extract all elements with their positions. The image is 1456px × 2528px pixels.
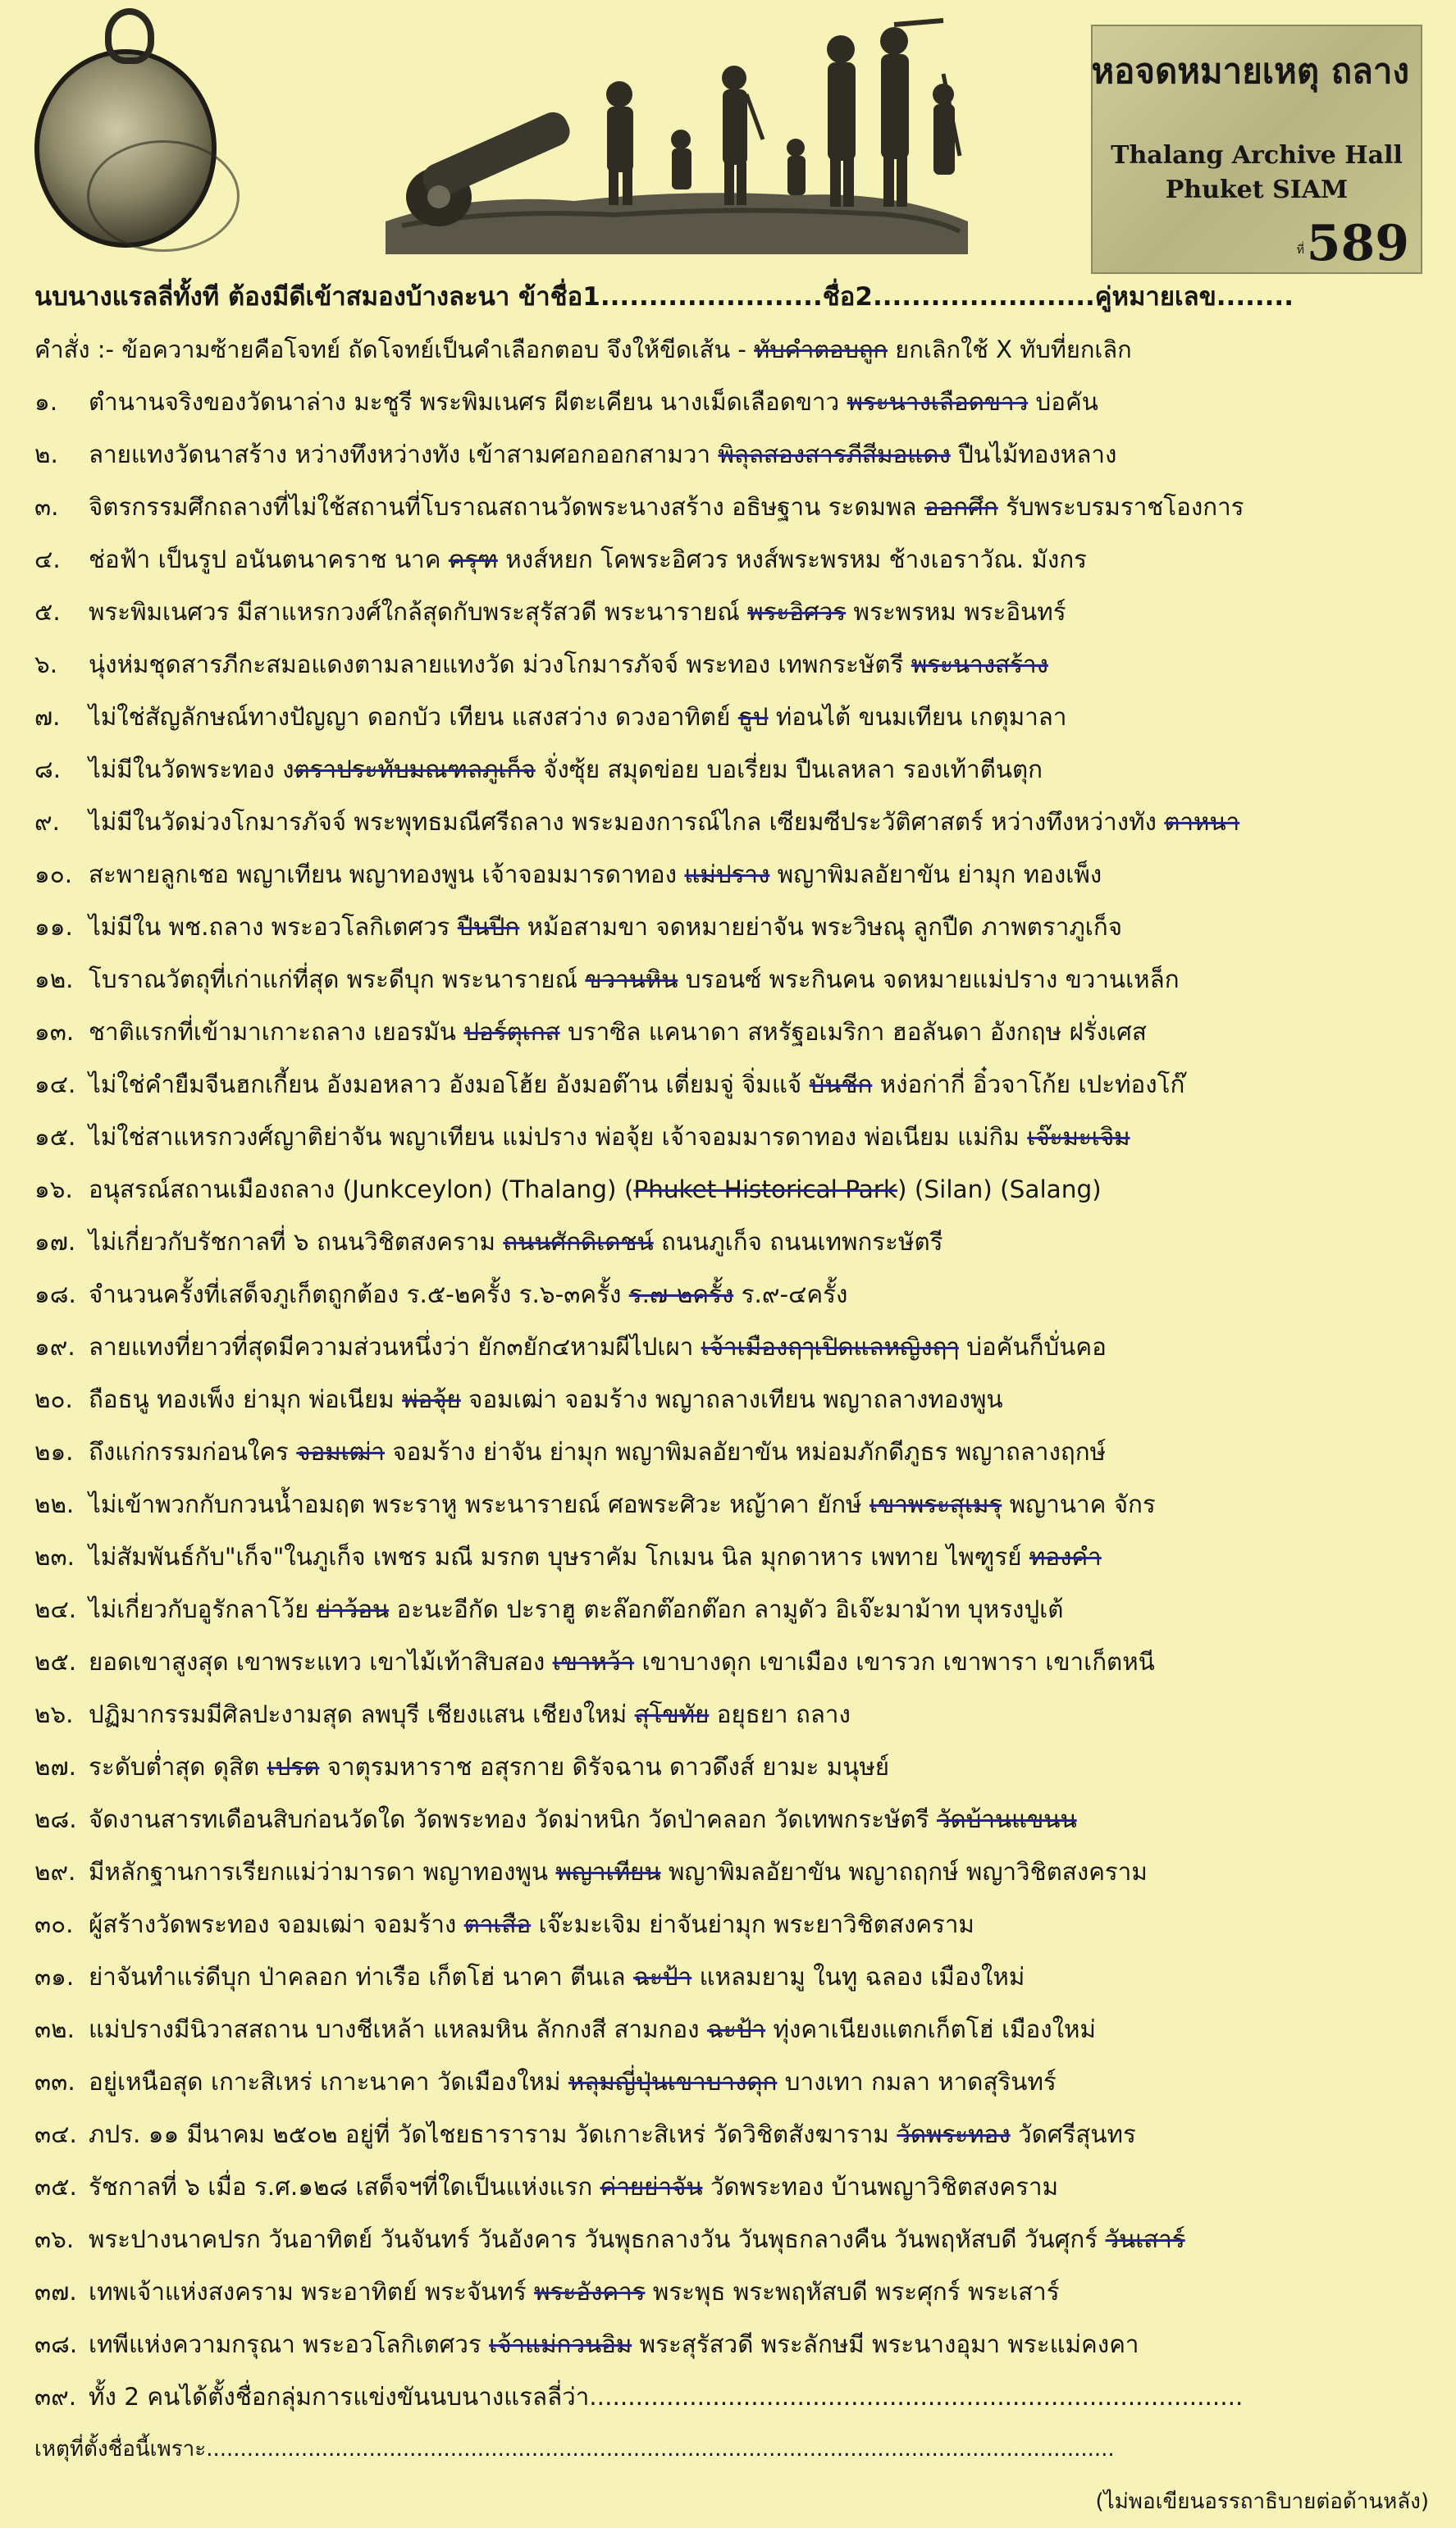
struck-answer[interactable]: หลุมญี่ปุ่นเขาบางดุก [568,2068,778,2096]
question-text: ลายแทงที่ยาวที่สุดมีความส่วนหนึ่งว่า ยัก๓ยัก๔หามผีไปเผา [89,1333,701,1361]
struck-answer[interactable]: พระอังคาร [534,2278,646,2306]
question-choices-rest: อยุธยา ถลาง [709,1700,851,1728]
question-row [34,1951,1429,2003]
question-text: ช่อฟ้า เป็นรูป อนันตนาคราช นาค [89,545,449,573]
question-row [34,481,1429,533]
question-row [34,953,1429,1006]
question-text: ผู้สร้างวัดพระทอง จอมเฒ่า จอมร้าง [89,1910,464,1938]
struck-answer[interactable]: ตาเสือ [463,1910,532,1938]
question-text: ย่าจันทำแร่ดีบุก ป่าคลอก ท่าเรือ เก็ตโฮ่ นาคา ตีนเล [89,1963,633,1991]
struck-answer[interactable]: ตราประทับมณฑลภูเก็จ [294,755,536,783]
question-text: จัดงานสารทเดือนสิบก่อนวัดใด วัดพระทอง วัดม่าหนิก วัดป่าคลอก วัดเทพกระษัตรี [89,1805,937,1833]
struck-answer[interactable]: ออกศึก [924,493,998,521]
sheet-title: นบนางแรลลี่ทั้งที ต้องมีดีเข้าสมองบ้างละนา ข้าชื่อ1.......................ชื่อ2.......................คู่หมายเลข........ [34,282,1294,312]
question-choices-rest: วัดพระทอง บ้านพญาวิชิตสงคราม [702,2173,1059,2201]
question-number: ๒๗. [34,1753,77,1781]
struck-answer[interactable]: พระนางสร้าง [911,650,1048,678]
question-row [34,2318,1429,2371]
question-choices-rest: หม้อสามขา จดหมายย่าจัน พระวิษณุ ลูกปืด ภาพตราภูเก็จ [519,913,1123,941]
struck-answer[interactable]: วันเสาร์ [1105,2225,1185,2253]
question-choices-rest: แหลมยามู ในทู ฉลอง เมืองใหม่ [691,1963,1025,1991]
question-number: ๒๔. [34,1595,77,1623]
instructions [34,323,1429,376]
question-row [34,2266,1429,2318]
question-row [34,1688,1429,1741]
struck-answer[interactable]: ฉะป้า [632,1963,692,1991]
question-number: ๒๘. [34,1805,77,1833]
question-text: ระดับต่ำสุด ดุสิต [89,1753,267,1781]
struck-answer[interactable]: ขวานหิน [585,965,678,993]
question-choices-rest: บรอนซ์ พระกินคน จดหมายแม่ปราง ขวานเหล็ก [678,965,1180,993]
struck-answer[interactable]: ย่าว้อน [316,1595,390,1623]
question-text: สะพายลูกเชอ พญาเทียน พญาทองพูน เจ้าจอมมารดาทอง [89,860,685,888]
question-number: ๓๙. [34,2383,77,2411]
question-row [34,1373,1429,1426]
question-choices-rest: บ่อคันก็บั่นคอ [958,1333,1107,1361]
footer-line [34,2423,1429,2514]
question-row [34,796,1429,848]
question-choices-rest: ท่อนไต้ ขนมเทียน เกตุมาลา [768,703,1067,731]
struck-answer[interactable]: เจ้าแม่กวนอิม [489,2330,632,2358]
archive-location-en: Phuket SIAM [1165,176,1349,204]
medal-relief [87,140,240,252]
question-number: ๒๒. [34,1490,75,1518]
question-number: ๑๒. [34,965,74,993]
question-row [34,533,1429,586]
struck-answer[interactable]: ปืนปีก [457,913,520,941]
question-number: ๗. [34,703,61,731]
question-choices-rest: ทุ่งคาเนียงแตกเก็ตโฮ่ เมืองใหม่ [765,2015,1096,2043]
question-number: ๑๗. [34,1228,76,1256]
question-row [34,1006,1429,1058]
question-number: ๑๕. [34,1123,76,1151]
struck-answer[interactable]: พิลุลสองสารภีสีมอแดง [718,440,951,468]
question-number: ๓๓. [34,2068,75,2096]
question-row [34,1898,1429,1951]
question-text: มีหลักฐานการเรียกแม่ว่ามารดา พญาทองพูน [89,1858,556,1886]
question-number: ๑๖. [34,1175,73,1203]
question-number: ๑๔. [34,1070,76,1098]
struck-answer[interactable]: เขาหว้า [552,1648,635,1676]
question-row [34,848,1429,901]
question-text: เทพีแห่งความกรุณา พระอวโลกิเตศวร [89,2330,490,2358]
question-row [34,1321,1429,1373]
question-row [34,586,1429,638]
question-number: ๓๕. [34,2173,77,2201]
question-number: ๑๑. [34,913,73,941]
question-text: ชาติแรกที่เข้ามาเกาะถลาง เยอรมัน [89,1018,464,1046]
question-text: ไม่มีในวัดม่วงโกมารภัจจ์ พระพุทธมณีศรีถลาง พระมองการณ์ไกล เซียมซีประวัติศาสตร์ หว่างทึงหว่างทัง [89,808,1165,836]
question-sheet [34,271,1429,2528]
struck-answer[interactable]: สุโขทัย [634,1700,710,1728]
struck-answer[interactable]: ถนนศักดิเดชน์ [503,1228,654,1256]
instructions-text: คำสั่ง :- ข้อความซ้ายคือโจทย์ ถัดโจทย์เป็นคำเลือกตอบ จึงให้ขีดเส้น - [34,335,755,363]
instructions-text-end: ยกเลิกใช้ X ทับที่ยกเลิก [888,335,1132,363]
question-choices-rest: วัดศรีสุนทร [1010,2120,1136,2148]
struck-answer[interactable]: ค่ายย่าจัน [600,2173,703,2201]
question-text: ลายแทงวัดนาสร้าง หว่างทึงหว่างทัง เข้าสามศอกออกสามวา [89,440,719,468]
question-choices-rest: จอมเฒ่า จอมร้าง พญาถลางเทียน พญาถลางทองพูน [460,1385,1003,1413]
struck-answer[interactable]: ครุฑ [448,545,498,573]
question-row [34,743,1429,796]
question-text: อนุสรณ์สถานเมืองถลาง (Junkceylon) (Thalang) ( [89,1175,634,1203]
question-number: ๒๖. [34,1700,74,1728]
medal-image [34,49,217,248]
question-text: จำนวนครั้งที่เสด็จภูเก็ตถูกต้อง ร.๕-๒ครั้ง ร.๖-๓ครั้ง [89,1280,629,1308]
question-row [34,1636,1429,1688]
question-text: ไม่มีใน พช.ถลาง พระอวโลกิเตศวร [89,913,458,941]
question-number: ๓. [34,493,59,521]
question-text: ภปร. ๑๑ มีนาคม ๒๕๐๒ อยู่ที่ วัดไชยธาราราม วัดเกาะสิเหร่ วัดวิชิตสังฆาราม [89,2120,897,2148]
struck-answer[interactable]: Phuket Historical Park [633,1175,897,1203]
header [0,0,1456,271]
question-row [34,376,1429,428]
question-row [34,2056,1429,2108]
question-choices-rest: พระพรหม พระอินทร์ [846,598,1066,626]
struck-answer[interactable]: ทองคำ [1029,1543,1102,1571]
question-row [34,2161,1429,2213]
question-text: ปฏิมากรรมมีศิลปะงามสุด ลพบุรี เชียงแสน เชียงใหม่ [89,1700,635,1728]
question-row [34,2371,1429,2423]
question-choices-rest: จอมร้าง ย่าจัน ย่ามุก พญาพิมลอัยาขัน หม่อมภักดีภูธร พญาถลางฤกษ์ [385,1438,1107,1466]
question-list [34,376,1429,2423]
heroines-monument-image [369,16,976,254]
question-choices-rest: หงส์หยก โคพระอิศวร หงส์พระพรหม ช้างเอราวัณ. มังกร [497,545,1088,573]
struck-answer[interactable]: พ่อจุ้ย [402,1385,461,1413]
question-number: ๓๔. [34,2120,77,2148]
question-row [34,1531,1429,1583]
question-text: รัชกาลที่ ๖ เมื่อ ร.ศ.๑๒๘ เสด็จฯที่ใดเป็นแห่งแรก [89,2173,600,2201]
question-row [34,1741,1429,1793]
question-row [34,638,1429,691]
question-choices-rest: พญาพิมลอัยาขัน พญาถฤกษ์ พญาวิชิตสงคราม [660,1858,1148,1886]
question-choices-rest: พระพุธ พระพฤหัสบดี พระศุกร์ พระเสาร์ [645,2278,1060,2306]
question-number: ๙. [34,808,60,836]
question-number: ๔. [34,545,61,573]
reason-field[interactable]: เหตุที่ตั้งชื่อนี้เพราะ...................................................................................................................................... [34,2437,1115,2462]
struck-answer[interactable]: ร.๗-๒ครั้ง [628,1280,734,1308]
question-row [34,2003,1429,2056]
question-text: นุ่งห่มชุดสารภีกะสมอแดงตามลายแทงวัด ม่วงโกมารภัจจ์ พระทอง เทพกระษัตรี [89,650,911,678]
question-choices-rest: จาตุรมหาราช อสุรกาย ดิรัจฉาน ดาวดึงส์ ยามะ มนุษย์ [319,1753,890,1781]
question-text: อยู่เหนือสุด เกาะสิเหร่ เกาะนาคา วัดเมืองใหม่ [89,2068,568,2096]
question-number: ๒๓. [34,1543,75,1571]
struck-answer[interactable]: แม่ปราง [684,860,770,888]
question-row [34,1058,1429,1111]
struck-answer[interactable]: พระนางเลือดขาว [847,388,1029,416]
question-number: ๒๕. [34,1648,77,1676]
question-choices-rest: ปืนไม้ทองหลาง [950,440,1117,468]
archive-title: หอจดหมายเหตุ ถลาง [1091,51,1409,91]
question-number: ๖. [34,650,58,678]
question-number: ๑๘. [34,1280,76,1308]
archive-number: 589 [1306,215,1409,272]
struck-answer[interactable]: เปรต [267,1753,320,1781]
footer-note: (ไม่พอเขียนอรรถาธิบายต่อด้านหลัง) [1095,2489,1429,2514]
struck-answer[interactable]: พระอิศวร [747,598,847,626]
archive-stamp [1091,25,1422,274]
question-text: ไม่ใช่คำยืมจีนฮกเกี้ยน อังมอหลาว อังมอโฮ้ย อังมอต๊าน เตี่ยมจู่ จิ่มแจ้ [89,1070,810,1098]
struck-answer[interactable]: เจ้าเมืองฤๅเปิดแลหญิงฤๅ [701,1333,959,1361]
question-text: โบราณวัตถุที่เก่าแก่ที่สุด พระดีบุก พระนารายณ์ [89,965,586,993]
struck-answer[interactable]: เจ๊ะมะเจิม [1027,1123,1130,1151]
question-choices-rest: ) (Silan) (Salang) [897,1175,1102,1203]
archive-number-prefix: ที่ [1296,244,1304,257]
question-text: ไม่เกี่ยวกับรัชกาลที่ ๖ ถนนวิชิตสงคราม [89,1228,504,1256]
question-text: แม่ปรางมีนิวาสสถาน บางชีเหล้า แหลมหิน ลักกงสี สามกอง [89,2015,707,2043]
question-row [34,1583,1429,1636]
question-choices-rest: พระสุรัสวดี พระลักษมี พระนางอุมา พระแม่คงคา [632,2330,1139,2358]
question-row [34,1846,1429,1898]
question-text: เทพเจ้าแห่งสงคราม พระอาทิตย์ พระจันทร์ [89,2278,535,2306]
question-choices-rest: พญาพิมลอัยาขัน ย่ามุก ทองเพ็ง [769,860,1102,888]
question-text: ทั้ง 2 คนได้ตั้งชื่อกลุ่มการแข่งขันนบนางแรลลี่ว่า..................................................................................... [89,2383,1244,2411]
question-number: ๘. [34,755,62,783]
struck-answer[interactable]: ธูป [737,703,769,731]
question-row [34,1268,1429,1321]
question-number: ๓๒. [34,2015,75,2043]
question-choices-rest: บางเทา กมลา หาดสุรินทร์ [777,2068,1057,2096]
question-number: ๓๖. [34,2225,75,2253]
question-row [34,2213,1429,2266]
struck-answer[interactable]: วัดบ้านแขนน [936,1805,1077,1833]
question-choices-rest: หง่อก่ากี่ อิ๋วจาโก้ย เปะท่องโก๊ [872,1070,1185,1098]
struck-answer[interactable]: ปอร์ตุเกส [463,1018,560,1046]
question-number: ๓๐. [34,1910,74,1938]
question-row [34,2108,1429,2161]
question-text: ตำนานจริงของวัดนาล่าง มะชูรี พระพิมเนศร ผีตะเคียน นางเม็ดเลือดขาว [89,388,847,416]
question-choices-rest: ถนนภูเก็จ ถนนเทพกระษัตรี [653,1228,943,1256]
medal-loop [105,8,154,64]
archive-name-en: Thalang Archive Hall [1111,141,1403,170]
question-number: ๑. [34,388,58,416]
question-number: ๕. [34,598,61,626]
question-number: ๓๘. [34,2330,78,2358]
question-row [34,1163,1429,1216]
struck-answer[interactable]: พญาเทียน [555,1858,661,1886]
question-number: ๒๐. [34,1385,73,1413]
question-choices-rest: เขาบางดุก เขาเมือง เขารวก เขาพารา เขาเก็ตหนี [634,1648,1155,1676]
struck-answer[interactable]: ฉะป้า [706,2015,766,2043]
struck-answer[interactable]: จอมเฒ่า [296,1438,385,1466]
question-number: ๒. [34,440,58,468]
question-choices-rest: ร.๙-๔ครั้ง [733,1280,848,1308]
question-row [34,691,1429,743]
question-choices-rest: รับพระบรมราชโองการ [997,493,1244,521]
question-text: จิตรกรรมศึกถลางที่ไม่ใช้สถานที่โบราณสถานวัดพระนางสร้าง อธิษฐาน ระดมพล [89,493,924,521]
question-text: ไม่ใช่สัญลักษณ์ทางปัญญา ดอกบัว เทียน แสงสว่าง ดวงอาทิตย์ [89,703,738,731]
struck-answer[interactable]: เขาพระสุเมรุ [869,1490,1002,1518]
question-choices-rest: พญานาค จักร [1002,1490,1156,1518]
question-number: ๓๗. [34,2278,77,2306]
question-number: ๓๑. [34,1963,75,1991]
question-choices-rest: บ่อคัน [1028,388,1098,416]
struck-answer[interactable]: บันชีก [809,1070,873,1098]
question-text: พระพิมเนศวร มีสาแหรกวงศ์ใกล้สุดกับพระสุรัสวดี พระนารายณ์ [89,598,748,626]
question-choices-rest: อะนะอีกัด ปะราฮู ตะล๊อกต๊อกต๊อก ลามูดัว อิเจ๊ะมาม้าท บุหรงปูเต้ [389,1595,1064,1623]
question-text: ยอดเขาสูงสุด เขาพระแทว เขาไม้เท้าสิบสอง [89,1648,553,1676]
instructions-strike-example: ทับคำตอบถูก [754,335,888,363]
question-text: ไม่เข้าพวกกับกวนน้ำอมฤต พระราหู พระนารายณ์ ศอพระศิวะ หญ้าคา ยักษ์ [89,1490,869,1518]
question-number: ๑๓. [34,1018,75,1046]
question-text: พระปางนาคปรก วันอาทิตย์ วันจันทร์ วันอังคาร วันพุธกลางวัน วันพุธกลางคืน วันพฤหัสบดี วันศุกร์ [89,2225,1106,2253]
question-choices-rest: บราซิล แคนาดา สหรัฐอเมริกา ฮอลันดา อังกฤษ ฝรั่งเศส [559,1018,1147,1046]
question-number: ๒๙. [34,1858,76,1886]
question-row [34,901,1429,953]
question-row [34,1216,1429,1268]
question-choices-rest: เจ๊ะมะเจิม ย่าจันย่ามุก พระยาวิชิตสงคราม [531,1910,974,1938]
struck-answer[interactable]: ตาหนา [1164,808,1240,836]
question-row [34,1111,1429,1163]
question-row [34,428,1429,481]
struck-answer[interactable]: วัดพระทอง [897,2120,1011,2148]
question-number: ๒๑. [34,1438,74,1466]
question-number: ๑๙. [34,1333,75,1361]
question-text: ไม่มีในวัดพระทอง ง [89,755,294,783]
question-text: ไม่ใช่สาแหรกวงศ์ญาติย่าจัน พญาเทียน แม่ปราง พ่อจุ้ย เจ้าจอมมารดาทอง พ่อเนียม แม่กิม [89,1123,1028,1151]
question-row [34,1793,1429,1846]
question-number: ๑๐. [34,860,73,888]
question-text: ถึงแก่กรรมก่อนใคร [89,1438,297,1466]
question-text: ไม่สัมพันธ์กับ"เก็จ"ในภูเก็จ เพชร มณี มรกต บุษราคัม โกเมน นิล มุกดาหาร เพทาย ไพฑูรย์ [89,1543,1029,1571]
question-text: ไม่เกี่ยวกับอูรักลาโว้ย [89,1595,317,1623]
question-text: ถือธนู ทองเพ็ง ย่ามุก พ่อเนียม [89,1385,403,1413]
question-choices-rest: จั่งซุ้ย สมุดข่อย บอเรี่ยม ปืนเลหลา รองเท้าตีนตุก [535,755,1043,783]
question-row [34,1478,1429,1531]
question-row [34,1426,1429,1478]
